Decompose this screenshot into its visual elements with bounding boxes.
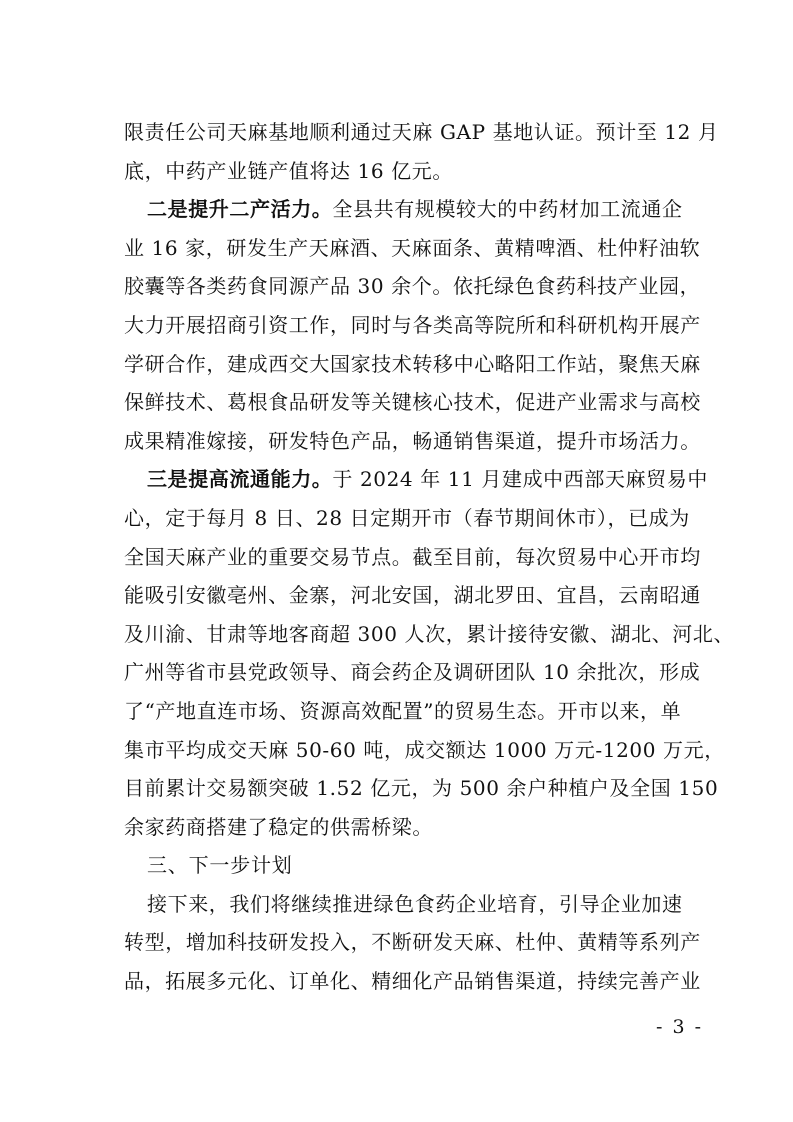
line-text: 集市平均成交天麻 50-60 吨，成交额达 1000 万元-1200 万元， — [124, 737, 725, 762]
document-body — [124, 113, 735, 1001]
text-line-3 — [124, 190, 690, 229]
text-line-21 — [124, 885, 690, 924]
text-line-11 — [124, 499, 690, 538]
heading-text: 三、下一步计划 — [147, 853, 293, 878]
text-line-9 — [124, 422, 701, 461]
line-text: 全县共有规模较大的中药材加工流通企 — [332, 197, 683, 222]
line-text: 业 16 家，研发生产天麻酒、天麻面条、黄精啤酒、杜仲籽油软 — [124, 235, 701, 260]
line-text: 保鲜技术、葛根食品研发等关键核心技术，促进产业需求与高校 — [124, 390, 701, 415]
text-line-6 — [124, 306, 701, 345]
line-text: 学研合作，建成西交大国家技术转移中心略阳工作站，聚焦天麻 — [124, 351, 701, 376]
text-line-10 — [124, 460, 708, 499]
line-text: 胶囊等各类药食同源产品 30 余个。依托绿色食药科技产业园， — [124, 274, 701, 299]
line-text: 大力开展招商引资工作，同时与各类高等院所和科研机构开展产 — [124, 312, 701, 337]
paragraph-lead: 三是提高流通能力。 — [147, 467, 333, 492]
line-text: 及川渝、甘肃等地客商超 300 人次，累计接待安徽、湖北、河北、 — [124, 621, 735, 646]
line-text: 于 2024 年 11 月建成中西部天麻贸易中 — [332, 467, 708, 492]
text-line-5 — [124, 267, 701, 306]
text-line-13 — [124, 576, 701, 615]
text-line-23 — [124, 962, 701, 1001]
text-line-19 — [124, 808, 690, 847]
line-text: 广州等省市县党政领导、商会药企及调研团队 10 余批次，形成 — [124, 660, 701, 685]
line-text: 接下来，我们将继续推进绿色食药企业培育，引导企业加速 — [147, 891, 683, 916]
line-text: 底，中药产业链产值将达 16 亿元。 — [124, 158, 453, 183]
line-text: 限责任公司天麻基地顺利通过天麻 GAP 基地认证。预计至 12 月 — [124, 120, 719, 144]
line-text: 目前累计交易额突破 1.52 亿元，为 500 余户种植户及全国 150 — [124, 776, 719, 801]
line-text: 余家药商搭建了稳定的供需桥梁。 — [124, 814, 433, 839]
line-text: 能吸引安徽亳州、金寨，河北安国，湖北罗田、宜昌，云南昭通 — [124, 583, 701, 608]
line-text: 全国天麻产业的重要交易节点。截至目前，每次贸易中心开市均 — [124, 544, 701, 569]
text-line-4 — [124, 229, 701, 268]
section-heading — [124, 846, 690, 885]
page-number: - 3 - — [655, 1016, 703, 1038]
text-line-22 — [124, 923, 701, 962]
text-line-18 — [124, 769, 719, 808]
text-line-16 — [124, 692, 690, 731]
paragraph-lead: 二是提升二产活力。 — [147, 197, 333, 222]
line-text: 成果精准嫁接，研发特色产品，畅通销售渠道，提升市场活力。 — [124, 428, 701, 453]
text-line-8 — [124, 383, 701, 422]
text-line-1 — [124, 113, 719, 152]
text-line-14 — [124, 615, 735, 654]
text-line-2 — [124, 152, 690, 191]
line-text: 了“产地直连市场、资源高效配置”的贸易生态。开市以来，单 — [124, 698, 682, 723]
text-line-15 — [124, 653, 701, 692]
text-line-12 — [124, 538, 701, 577]
text-line-17 — [124, 731, 725, 770]
line-text: 品，拓展多元化、订单化、精细化产品销售渠道，持续完善产业 — [124, 969, 701, 994]
line-text: 转型，增加科技研发投入，不断研发天麻、杜仲、黄精等系列产 — [124, 930, 701, 955]
line-text: 心，定于每月 8 日、28 日定期开市（春节期间休市），已成为 — [124, 505, 690, 530]
text-line-7 — [124, 345, 701, 384]
